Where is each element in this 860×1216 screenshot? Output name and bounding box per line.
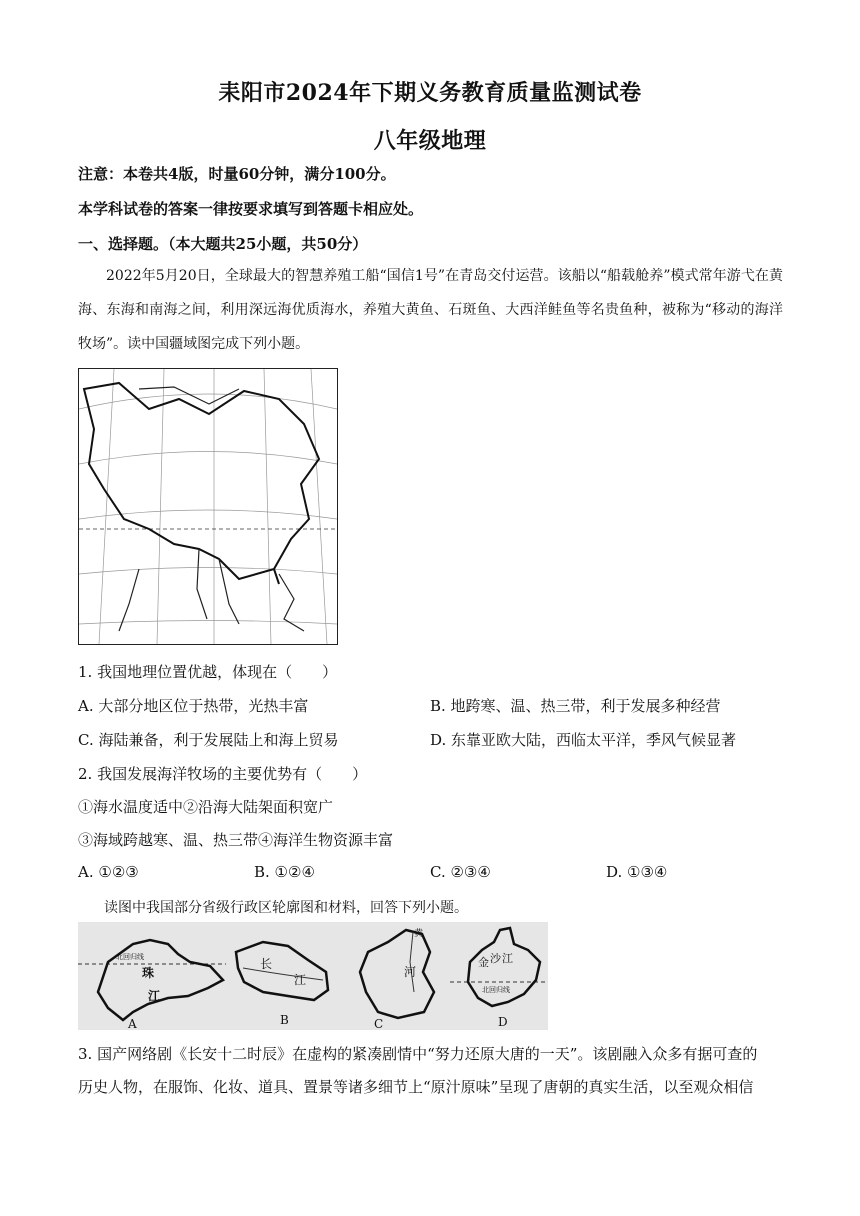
q1-option-b[interactable]: B. 地跨寒、温、热三带，利于发展多种经营 (430, 697, 721, 715)
notice-line-1: 注意：本卷共4版，时量60分钟，满分100分。 (78, 165, 396, 183)
q3-line-1: 3. 国产网络剧《长安十二时辰》在虚构的紧凑剧情中“努力还原大唐的一天”。该剧融入众多有据可查的 (78, 1045, 758, 1063)
label-b: B (280, 1013, 289, 1027)
river-label-a-2: 江 (148, 989, 161, 1003)
q2-statements-1: ①海水温度适中②沿海大陆架面积宽广 (78, 798, 334, 816)
passage-2: 读图中我国部分省级行政区轮廓图和材料，回答下列小题。 (104, 900, 468, 916)
label-a: A (128, 1017, 137, 1030)
tropic-label-a: 北回归线 (116, 953, 144, 961)
q2-option-a[interactable]: A. ①②③ (78, 863, 139, 881)
q1-option-d[interactable]: D. 东靠亚欧大陆，西临太平洋，季风气候显著 (430, 731, 737, 749)
province-b-outline (236, 942, 328, 1000)
q2-statements-2: ③海域跨越寒、温、热三带④海洋生物资源丰富 (78, 831, 394, 849)
province-maps-drawing (78, 922, 548, 1030)
river-label-b-2: 江 (294, 973, 307, 987)
river-label-d-3: 江 (502, 952, 513, 965)
province-a (78, 940, 226, 1030)
exam-subtitle: 八年级地理 (373, 128, 487, 154)
q1-stem: 1. 我国地理位置优越，体现在（ ） (78, 663, 338, 681)
river-c (410, 932, 414, 992)
northern-border (139, 387, 239, 404)
province-b (236, 942, 328, 1027)
q2-stem: 2. 我国发展海洋牧场的主要优势有（ ） (78, 765, 368, 783)
section-heading: 一、选择题。（本大题共25小题，共50分） (78, 235, 368, 253)
province-d (450, 928, 548, 1029)
province-a-outline (98, 940, 223, 1020)
province-outline-maps (78, 922, 548, 1030)
q2-option-c[interactable]: C. ②③④ (430, 863, 491, 881)
graticule (79, 369, 337, 644)
taiwan-island (274, 569, 279, 584)
q2-option-d[interactable]: D. ①③④ (606, 863, 668, 881)
label-d: D (498, 1015, 508, 1029)
notice-line-2: 本学科试卷的答案一律按要求填写到答题卡相应处。 (78, 200, 424, 218)
river-label-c-2: 河 (404, 965, 417, 979)
river-label-a-1: 珠 (142, 966, 155, 980)
label-c: C (374, 1017, 384, 1030)
q3-line-2: 历史人物，在服饰、化妆、道具、置景等诸多细节上“原汁原味”呈现了唐朝的真实生活，以至观众相信 (78, 1078, 754, 1096)
china-outline (84, 383, 319, 579)
river-b (243, 968, 323, 980)
province-c (360, 927, 434, 1030)
river-label-c-1: 黄 (414, 929, 424, 939)
river-label-b-1: 长 (260, 957, 273, 971)
q2-option-b[interactable]: B. ①②④ (254, 863, 315, 881)
passage-1: 2022年5月20日，全球最大的智慧养殖工船“国信1号”在青岛交付运营。该船以“船载舱养”模式常年游弋在黄海、东海和南海之间，利用深远海优质海水，养殖大黄鱼、石斑鱼、大西洋鲑鱼等名贵鱼种，被称为“移动的海洋牧场”。读中国疆域图完成下列小题。 (78, 268, 783, 352)
province-c-outline (360, 930, 434, 1018)
river-label-d-2: 沙 (490, 952, 501, 965)
tropic-label-d: 北回归线 (482, 986, 510, 994)
china-territory-map (78, 368, 338, 645)
q1-option-a[interactable]: A. 大部分地区位于热带，光热丰富 (78, 697, 309, 715)
q1-option-c[interactable]: C. 海陆兼备，利于发展陆上和海上贸易 (78, 731, 339, 749)
exam-title: 耒阳市2024年下期义务教育质量监测试卷 (218, 80, 642, 106)
southeast-asia-coast (197, 549, 239, 624)
river-label-d-1: 金 (478, 956, 489, 969)
china-map-drawing (79, 369, 337, 644)
